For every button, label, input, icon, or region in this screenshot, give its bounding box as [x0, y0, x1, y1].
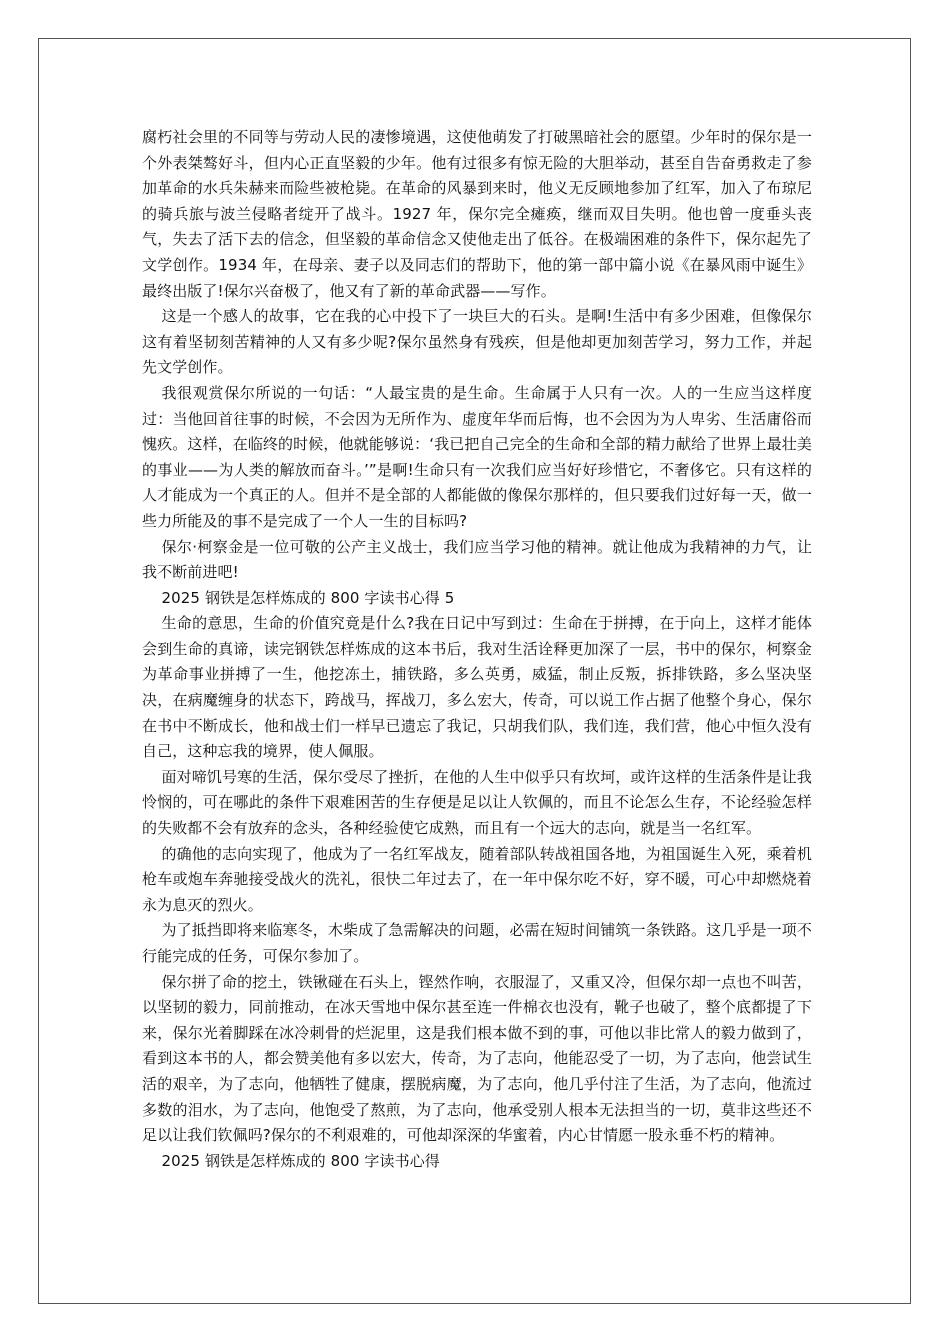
paragraph: 这是一个感人的故事，它在我的心中投下了一块巨大的石头。是啊!生活中有多少困难，但像保尔这有着坚韧刻苦精神的人又有多少呢?保尔虽然身有残疾，但是他却更加刻苦学习，努力工作，并起先文学创作。 — [142, 307, 812, 377]
paragraph: 的确他的志向实现了，他成为了一名红军战友，随着部队转战祖国各地，为祖国诞生入死，乘着机枪车或炮车奔驰接受战火的洗礼，很快二年过去了，在一年中保尔吃不好，穿不暖，可心中却燃烧着永为息灭的烈火。 — [142, 844, 812, 914]
paragraph: 面对啼饥号寒的生活，保尔受尽了挫折，在他的人生中似乎只有坎坷，或许这样的生活条件是让我怜悯的，可在哪此的条件下艰难困苦的生存便是足以让人钦佩的，而且不论怎么生存，不论经验怎样的失败都不会有放弃的念头，各种经验使它成熟，而且有一个远大的志向，就是当一名红军。 — [142, 767, 812, 838]
paragraph: 生命的意思，生命的价值究竟是什么?我在日记中写到过：生命在于拼搏，在于向上，这样才能体会到生命的真谛，读完钢铁怎样炼成的这本书后，我对生活诠释更加深了一层，书中的保尔，柯察金为革命事业拼搏了一生，他挖冻土，捕铁路，多么英勇，威猛，制止反叛，拆排铁路，多么坚决坚决，在病魔缠身的状态下，跨战马，挥战刀，多么宏大，传奇，可以说工作占据了他整个身心，保尔在书中不断成长，他和战士们一样早已遗忘了我记，只胡我们队，我们连，我们营，他心中恒久没有自己，这种忘我的境界，使人佩服。 — [142, 614, 812, 761]
paragraph: 腐朽社会里的不同等与劳动人民的凄惨境遇，这使他萌发了打破黑暗社会的愿望。少年时的保尔是一个外表桀骜好斗，但内心正直坚毅的少年。他有过很多有惊无险的大胆举动，甚至自告奋勇救走了参加革命的水兵朱赫来而险些被枪毙。在革命的风暴到来时，他义无反顾地参加了红军，加入了布琼尼的骑兵旅与波兰侵略者绽开了战斗。1927 年，保尔完全瘫痪，继而双目失明。他也曾一度垂头丧气，失去了活下去的信念，但坚毅的革命信念又使他走出了低谷。在极端困难的条件下，保尔起先了文学创作。1934 年，在母亲、妻子以及同志们的帮助下，他的第一部中篇小说《在暴风雨中诞生》最终出版了!保尔兴奋极了，他又有了新的革命武器——写作。 — [142, 128, 812, 300]
document-body — [142, 125, 812, 1174]
paragraph: 保尔·柯察金是一位可敬的公产主义战士，我们应当学习他的精神。就让他成为我精神的力气，让我不断前进吧! — [142, 537, 812, 582]
paragraph: 我很观赏保尔所说的一句话：“人最宝贵的是生命。生命属于人只有一次。人的一生应当这样度过：当他回首往事的时候，不会因为无所作为、虚度年华而后悔，也不会因为为人卑劣、生活庸俗而愧疚。这样，在临终的时候，他就能够说：‘我已把自己完全的生命和全部的精力献给了世界上最壮美的事业——为人类的解放而奋斗。’”是啊!生命只有一次我们应当好好珍惜它，不奢侈它。只有这样的人才能成为一个真正的人。但并不是全部的人都能做的像保尔那样的，但只要我们过好每一天，做一些力所能及的事不是完成了一个人一生的目标吗? — [142, 383, 812, 530]
paragraph: 为了抵挡即将来临寒冬，木柴成了急需解决的问题，必需在短时间铺筑一条铁路。这几乎是一项不行能完成的任务，可保尔参加了。 — [142, 921, 812, 965]
section-heading: 2025 钢铁是怎样炼成的 800 字读书心得 5 — [161, 588, 455, 607]
section-heading: 2025 钢铁是怎样炼成的 800 字读书心得 — [161, 1151, 440, 1170]
paragraph: 保尔拼了命的挖土，铁锹碰在石头上，铿然作响，衣服湿了，又重又冷，但保尔却一点也不叫苦，以坚韧的毅力，同前推动，在冰天雪地中保尔甚至连一件棉衣也没有，靴子也破了，整个底都提了下来，保尔光着脚踩在冰冷刺骨的烂泥里，这是我们根本做不到的事，可他以非比常人的毅力做到了，看到这本书的人，都会赞美他有多以宏大，传奇，为了志向，他能忍受了一切，为了志向，他尝试生活的艰辛，为了志向，他牺牲了健康，摆脱病魔，为了志向，他几乎付注了生活，为了志向，他流过多数的泪水，为了志向，他饱受了熬煎，为了志向，他承受别人根本无法担当的一切，莫非这些还不足以让我们钦佩吗?保尔的不利艰难的，可他却深深的华蜜着，内心甘情愿一股永垂不朽的精神。 — [142, 972, 812, 1145]
